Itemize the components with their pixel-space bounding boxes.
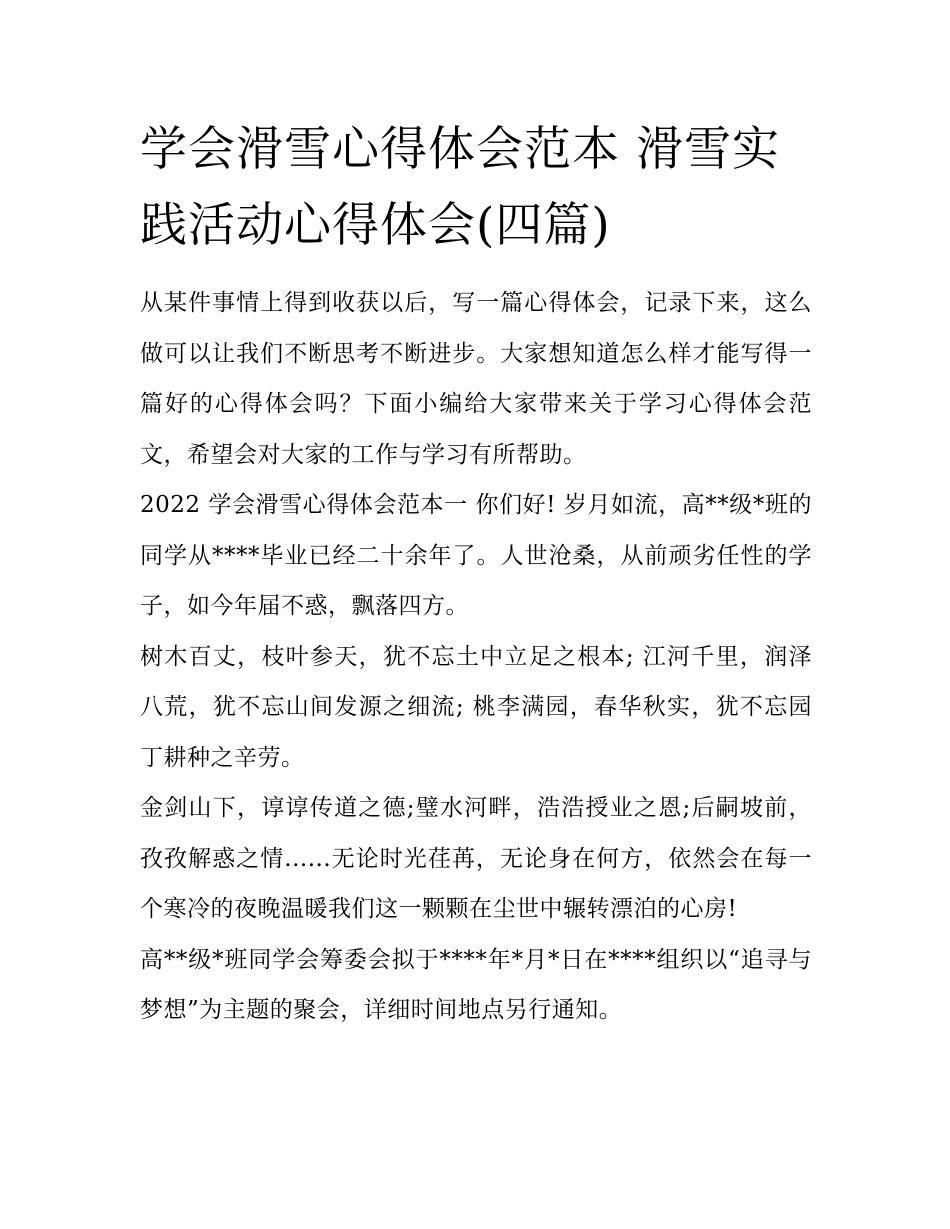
paragraph-intro: 从某件事情上得到收获以后，写一篇心得体会，记录下来，这么做可以让我们不断思考不断进步。大家想知道怎么样才能写得一篇好的心得体会吗？下面小编给大家带来关于学习心得体会范文，希望会对大家的工作与学习有所帮助。 [140, 290, 812, 468]
document-page [140, 112, 812, 1036]
document-title: 学会滑雪心得体会范本 滑雪实践活动心得体会(四篇) [140, 122, 780, 253]
paragraph-reunion-notice: 高**级*班同学会筹委会拟于****年*月*日在****组织以“追寻与梦想”为主题的聚会，详细时间地点另行通知。 [140, 946, 812, 1023]
paragraph-teachers: 金剑山下，谆谆传道之德;璧水河畔，浩浩授业之恩;后嗣坡前，孜孜解惑之情......无论时光荏苒，无论身在何方，依然会在每一个寒冷的夜晚温暖我们这一颗颗在尘世中辗转漂泊的心房! [140, 795, 812, 922]
paragraph-trees-rivers: 树木百丈，枝叶参天，犹不忘土中立足之根本; 江河千里，润泽八荒，犹不忘山间发源之细流; 桃李满园，春华秋实，犹不忘园丁耕种之辛劳。 [140, 643, 812, 771]
paragraph-greeting: 2022 学会滑雪心得体会范本一 你们好! 岁月如流，高**级*班的同学从****毕业已经二十余年了。人世沧桑，从前顽劣任性的学子，如今年届不惑，飘落四方。 [140, 492, 812, 619]
